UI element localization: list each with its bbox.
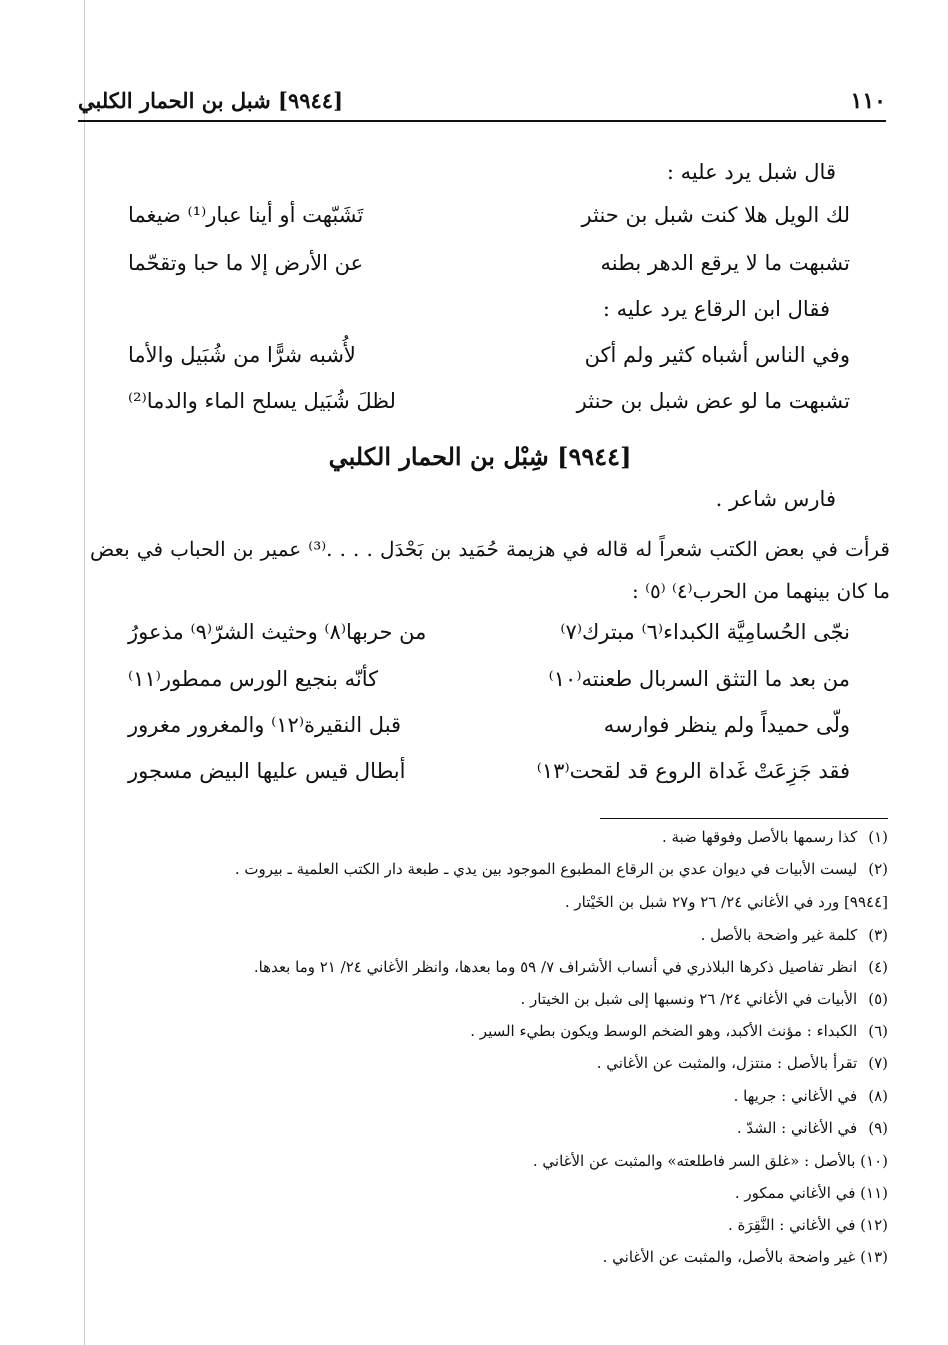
footnote-text: في الأغاني ممكور .: [734, 1184, 856, 1202]
hemistich-first: نجّى الحُسامِيَّة الكبداء⁽٦⁾ مبترك⁽٧⁾: [560, 620, 850, 644]
footnote-number: (٢): [868, 860, 888, 878]
footnote-text: كذا رسمها بالأصل وفوقها ضبة .: [661, 828, 858, 846]
footnote-number: (١): [868, 828, 888, 846]
entry-description: فارس شاعر .: [715, 487, 836, 511]
hemistich-first: من بعد ما التثق السربال طعنته⁽١٠⁾: [548, 667, 850, 691]
verse-line: [128, 667, 850, 707]
footnote-text: ليست الأبيات في ديوان عدي بن الرقاع المطبوع الموجود بين يدي ـ طبعة دار الكتب العلمية ـ بيروت .: [234, 860, 858, 878]
hemistich-first: ولّى حميداً ولم ينظر فوارسه: [603, 713, 850, 737]
page-edge-line: [84, 0, 85, 1345]
footnote-text: في الأغاني : جريها .: [733, 1087, 858, 1105]
footnote: [735, 1184, 888, 1202]
footnote-number: (١٣): [860, 1248, 888, 1266]
hemistich-second: لأُشبه شرًّا من شُبَيل والأما: [128, 343, 356, 367]
footnote-number: (١٢): [860, 1216, 888, 1234]
footnote: [254, 958, 888, 976]
verse-line: [128, 620, 850, 660]
hemistich-second: قبل النقيرة⁽١٢⁾ والمغرور مغرور: [128, 713, 402, 737]
footnote: [701, 926, 888, 944]
footnote-text: كلمة غير واضحة بالأصل .: [700, 926, 858, 944]
footnote: [662, 828, 888, 846]
footnote-number: (١١): [860, 1184, 888, 1202]
header-rule: [78, 120, 886, 122]
footnote-text: ورد في الأغاني ٢٤/ ٢٦ و٢٧ شبل بن الخَيْتار .: [564, 893, 840, 911]
verse-line: [128, 343, 850, 383]
footnote-number: (٣): [868, 926, 888, 944]
footnote: [565, 893, 888, 911]
footnote-number: (٤): [868, 958, 888, 976]
footnote-text: بالأصل : «غلق السر فاطلعته» والمثبت عن الأغاني .: [532, 1152, 856, 1170]
verse-line: [128, 389, 850, 429]
footnote-rule: [600, 818, 888, 819]
verse-line: [128, 203, 850, 243]
footnote: [470, 1022, 888, 1040]
hemistich-second: من حربها⁽٨⁾ وحثيث الشرّ⁽٩⁾ مذعورُ: [128, 620, 427, 644]
footnote-text: غير واضحة بالأصل، والمثبت عن الأغاني .: [602, 1248, 856, 1266]
footnote-number: (٥): [868, 990, 888, 1008]
footnote-text: الأبيات في الأغاني ٢٤/ ٢٦ ونسبها إلى شبل بن الخيتار .: [520, 990, 858, 1008]
footnote: [737, 1119, 888, 1137]
hemistich-second: لظلَ شُبَيل يسلح الماء والدما⁽²⁾: [128, 389, 396, 413]
footnote-text: في الأغاني : الشدّ .: [736, 1119, 858, 1137]
verse-line: [128, 759, 850, 799]
footnote-text: الكبداء : مؤنث الأكبد، وهو الضخم الوسط ويكون بطيء السير .: [470, 1022, 858, 1040]
footnote-text: في الأغاني : النَّقِرَة .: [728, 1216, 856, 1234]
footnote-number: (٧): [868, 1054, 888, 1072]
verse-line: [128, 713, 850, 753]
footnote-number: (١٠): [860, 1152, 888, 1170]
footnote: [597, 1054, 888, 1072]
hemistich-second: أبطال قيس عليها البيض مسجور: [128, 759, 406, 783]
verse-intro: قال شبل يرد عليه :: [666, 160, 836, 184]
hemistich-second: تَشَبّهت أو أينا عبار⁽¹⁾ ضيغما: [128, 203, 364, 227]
verse-line: [128, 251, 850, 291]
page-number: ١١٠: [850, 88, 886, 114]
hemistich-first: تشبهت ما لو عض شبل بن حنثر: [576, 389, 850, 413]
footnote: [603, 1248, 888, 1266]
footnote: [734, 1087, 888, 1105]
hemistich-first: لك الويل هلا كنت شبل بن حنثر: [581, 203, 850, 227]
footnote-text: انظر تفاصيل ذكرها البلاذري في أنساب الأشراف ٧/ ٥٩ وما بعدها، وانظر الأغاني ٢٤/ ٢١ وما بعدها.: [253, 958, 858, 976]
page-header: [78, 86, 886, 122]
hemistich-second: عن الأرض إلا ما حبا وتقحّما: [128, 251, 364, 275]
hemistich-first: تشبهت ما لا يرقع الدهر بطنه: [600, 251, 850, 275]
footnote-text: تقرأ بالأصل : منتزل، والمثبت عن الأغاني .: [596, 1054, 858, 1072]
entry-title: [٩٩٤٤] شِبْل بن الحمار الكلبي: [328, 442, 632, 471]
verse-intro: فقال ابن الرقاع يرد عليه :: [602, 297, 830, 321]
running-title: [٩٩٤٤] شبل بن الحمار الكلبي: [78, 88, 344, 113]
hemistich-first: وفي الناس أشباه كثير ولم أكن: [584, 343, 850, 367]
footnote-number: (٦): [868, 1022, 888, 1040]
footnote: [235, 860, 888, 878]
footnote-number: [٩٩٤٤]: [844, 893, 888, 911]
footnote: [728, 1216, 888, 1234]
footnote: [533, 1152, 888, 1170]
footnote-number: (٩): [868, 1119, 888, 1137]
hemistich-first: فقد جَزِعَتْ غَداة الروع قد لقحت⁽١٣⁾: [536, 759, 850, 783]
footnote-number: (٨): [868, 1087, 888, 1105]
footnote: [520, 990, 888, 1008]
entry-paragraph: قرأت في بعض الكتب شعراً له قاله في هزيمة حُمَيد بن بَحْدَل . . . .⁽³⁾ عمير بن الحباب في بعض ما كان بينهما من الحرب⁽٤⁾ ⁽٥⁾ :: [90, 537, 890, 603]
hemistich-second: كأنّه بنجيع الورس ممطور⁽١١⁾: [128, 667, 379, 691]
